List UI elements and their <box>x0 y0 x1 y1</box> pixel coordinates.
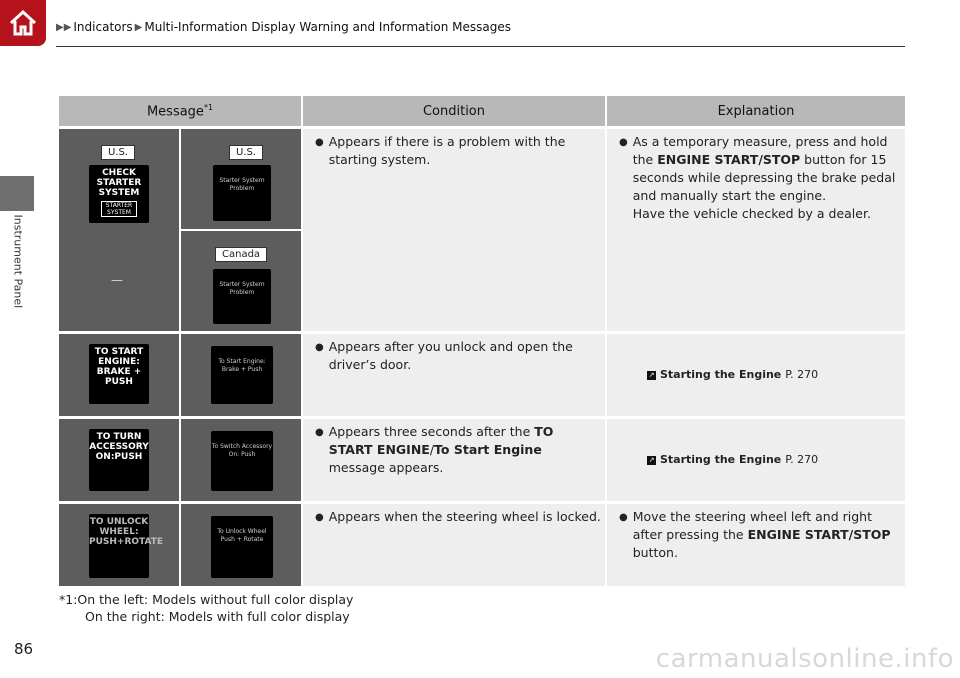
screen-text: TO UNLOCK WHEEL: PUSH+ROTATE <box>89 517 164 547</box>
screen-text: Starter System Problem <box>219 177 265 192</box>
bullet-icon: ● <box>619 512 628 523</box>
screen-text: To Switch Accessory On: Push <box>211 443 273 458</box>
footnote-line: *1:On the left: Models without full color display <box>59 592 354 607</box>
explanation-text: As a temporary measure, press and hold the ENGINE START/STOP button for 15 seconds while depressing the brake pedal and manually start the engine. Have the vehicle checked by a dealer. <box>632 134 896 221</box>
header-condition: Condition <box>303 96 607 126</box>
bullet-icon: ● <box>315 137 324 148</box>
starter-system-icon: STARTER SYSTEM <box>101 201 137 217</box>
page-reference-link[interactable]: ↗ Starting the Engine P. 270 <box>648 453 819 466</box>
screen-text: Starter System Problem <box>219 281 265 296</box>
breadcrumb-arrow-icon: ▶▶ <box>56 21 72 33</box>
message-screen <box>89 165 149 223</box>
condition-cell <box>303 331 607 416</box>
condition-cell <box>303 126 607 331</box>
explanation-cell <box>607 331 905 416</box>
breadcrumb-level1[interactable]: Indicators <box>73 20 133 34</box>
page-number: 86 <box>14 640 34 658</box>
screen-text: CHECK STARTER SYSTEM <box>96 168 142 198</box>
breadcrumb <box>56 20 511 34</box>
message-screen <box>89 514 164 578</box>
message-screen <box>213 269 271 324</box>
header-explanation: Explanation <box>607 96 905 126</box>
screen-text: TO START ENGINE: BRAKE + PUSH <box>94 347 144 387</box>
region-tag: Canada <box>215 247 267 262</box>
left-message-image <box>59 126 181 331</box>
reference-arrow-icon: ↗ <box>648 455 655 464</box>
section-label: Instrument Panel <box>11 214 25 309</box>
message-screen <box>211 431 273 491</box>
condition-cell <box>303 416 607 501</box>
left-message-image <box>59 331 181 416</box>
message-screen <box>211 346 273 404</box>
screen-text: To Start Engine: Brake + Push <box>218 358 266 373</box>
watermark: carmanualsonline.info <box>655 644 954 674</box>
screen-text: TO TURN ACCESSORY ON:PUSH <box>89 432 149 462</box>
message-screen <box>213 165 271 221</box>
explanation-cell <box>607 416 905 501</box>
condition-text: Appears when the steering wheel is locked. <box>328 509 601 524</box>
left-message-image <box>59 501 181 586</box>
breadcrumb-level2[interactable]: Multi-Information Display Warning and Information Messages <box>144 20 512 34</box>
right-message-image <box>181 331 303 416</box>
divider <box>181 229 303 231</box>
message-screen <box>89 344 149 404</box>
left-message-image <box>59 416 181 501</box>
table-row <box>59 126 905 331</box>
condition-text: Appears three seconds after the TO START ENGINE/To Start Engine message appears. <box>328 424 554 475</box>
reference-arrow-icon: ↗ <box>648 370 655 379</box>
table-row <box>59 331 905 416</box>
right-message-image <box>181 416 303 501</box>
screen-text: To Unlock Wheel Push + Rotate <box>217 528 267 543</box>
right-message-image <box>181 126 303 331</box>
bullet-icon: ● <box>315 512 324 523</box>
table-row <box>59 416 905 501</box>
no-display-dash: — <box>111 273 123 287</box>
home-icon[interactable] <box>0 0 46 46</box>
explanation-cell <box>607 501 905 586</box>
bullet-icon: ● <box>619 137 628 148</box>
condition-text: Appears after you unlock and open the driver’s door. <box>328 339 573 372</box>
bullet-icon: ● <box>315 427 324 438</box>
region-tag: U.S. <box>229 145 263 160</box>
message-screen <box>211 516 273 578</box>
condition-text: Appears if there is a problem with the starting system. <box>328 134 566 167</box>
explanation-cell <box>607 126 905 331</box>
condition-cell <box>303 501 607 586</box>
message-screen <box>89 429 149 491</box>
message-table <box>59 96 905 586</box>
breadcrumb-arrow-icon: ▶ <box>134 21 143 33</box>
explanation-text: Move the steering wheel left and right after pressing the ENGINE START/STOP button. <box>632 509 891 560</box>
table-row <box>59 501 905 586</box>
right-message-image <box>181 501 303 586</box>
footnote <box>59 591 353 625</box>
section-tab[interactable] <box>0 176 34 211</box>
region-tag: U.S. <box>101 145 135 160</box>
header-divider <box>56 46 905 47</box>
page-reference-link[interactable]: ↗ Starting the Engine P. 270 <box>648 368 819 381</box>
header-message: Message$^{*1}$ <box>59 96 303 126</box>
bullet-icon: ● <box>315 342 324 353</box>
footnote-line: On the right: Models with full color display <box>85 609 350 624</box>
